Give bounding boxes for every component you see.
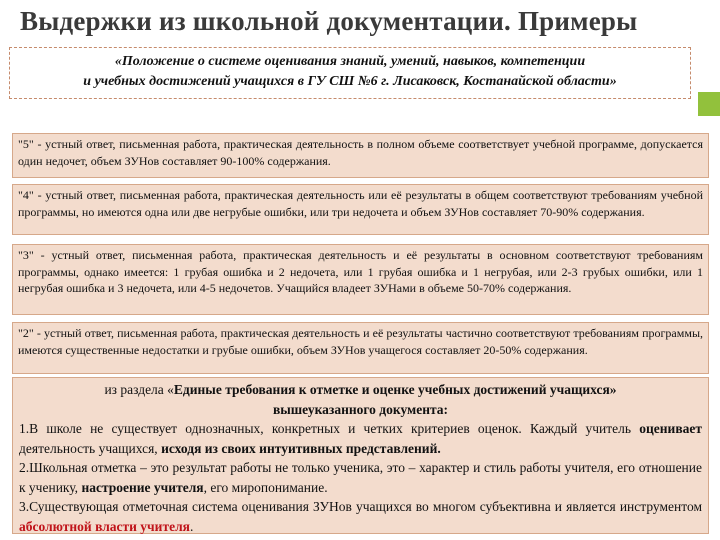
grade-2-block <box>12 322 709 374</box>
point-2-bold-mood: настроение учителя <box>81 479 204 495</box>
grade-description: - устный ответ, письменная работа, практическая деятельность или её результаты в общем соответствуют требованиям учебной программы, но имеются одна или две негрубые ошибки, или три недочета и объем ЗУНов составляет 70-90% содержания. <box>18 188 703 219</box>
grade-4-block <box>12 184 709 235</box>
accent-bar <box>698 92 720 116</box>
point-3-text: 3.Существующая отметочная система оценивания ЗУНов учащихся во многом субъективна и является инструментом <box>19 499 702 514</box>
document-heading <box>9 47 691 99</box>
point-1-text: 1.В школе не существует однозначных, конкретных и четких критериев оценок. Каждый учитель <box>19 421 640 436</box>
grade-mark: "2" <box>18 326 34 340</box>
point-3-end: . <box>189 518 194 534</box>
document-heading-line-2: и учебных достижений учащихся в ГУ СШ №6 г. Лисаковск, Костанайской области» <box>83 74 617 89</box>
point-1-text-cont: деятельность учащихся, <box>19 440 162 456</box>
grade-mark: "5" <box>18 137 34 151</box>
section-intro-prefix: из раздела « <box>104 382 174 397</box>
section-intro-title: Единые требования к отметке и оценке учебных достижений учащихся» <box>173 382 617 397</box>
requirements-section <box>12 377 709 534</box>
grade-description: - устный ответ, письменная работа, практическая деятельность и её результаты в основном соответствуют требованиям программы, однако имеется: 1 грубая ошибка и 2 недочета, или 1 грубая ошибка и 1 негрубая, или 2-3 грубых ошибки, или 1 негрубая ошибка и 3 недочета, или 4-5 недочетов. Учащийся владеет ЗУНами в объеме 50-70% содержания. <box>18 248 703 295</box>
section-intro <box>19 380 702 400</box>
point-3-highlight: абсолютной власти учителя <box>19 518 190 534</box>
section-intro-colon: : <box>443 401 449 417</box>
point-2-text-end: , его миропонимание. <box>203 479 328 495</box>
section-intro-line-2 <box>19 400 702 420</box>
slide-title: Выдержки из школьной документации. Примеры <box>20 6 638 36</box>
grade-mark: "4" <box>18 188 34 202</box>
point-2 <box>19 458 702 497</box>
grade-description: - устный ответ, письменная работа, практическая деятельность в полном объеме соответствует учебной программе, допускается один недочет, объем ЗУНов составляет 90-100% содержания. <box>18 137 703 168</box>
point-2-text: 2.Школьная отметка – это результат работы не только ученика, это – характер и стиль работы учителя, его отношение к ученику, <box>19 460 702 495</box>
point-3 <box>19 497 702 536</box>
section-intro-ref: вышеуказанного документа <box>272 401 444 417</box>
grade-5-block <box>12 133 709 178</box>
grade-mark: "3" <box>18 248 34 262</box>
grade-description: - устный ответ, письменная работа, практическая деятельность и её результаты частично соответствуют требованиям программы, имеются существенные недостатки и грубые ошибки, объем ЗУНов учащегося составляет 20-50% содержания. <box>18 326 703 357</box>
point-1 <box>19 419 702 458</box>
point-1-bold-intuition: исходя из своих интуитивных представлений. <box>161 440 441 456</box>
grade-3-block <box>12 244 709 315</box>
document-heading-line-1: «Положение о системе оценивания знаний, умений, навыков, компетенции <box>114 54 586 69</box>
point-1-bold-evaluates: оценивает <box>639 421 702 436</box>
